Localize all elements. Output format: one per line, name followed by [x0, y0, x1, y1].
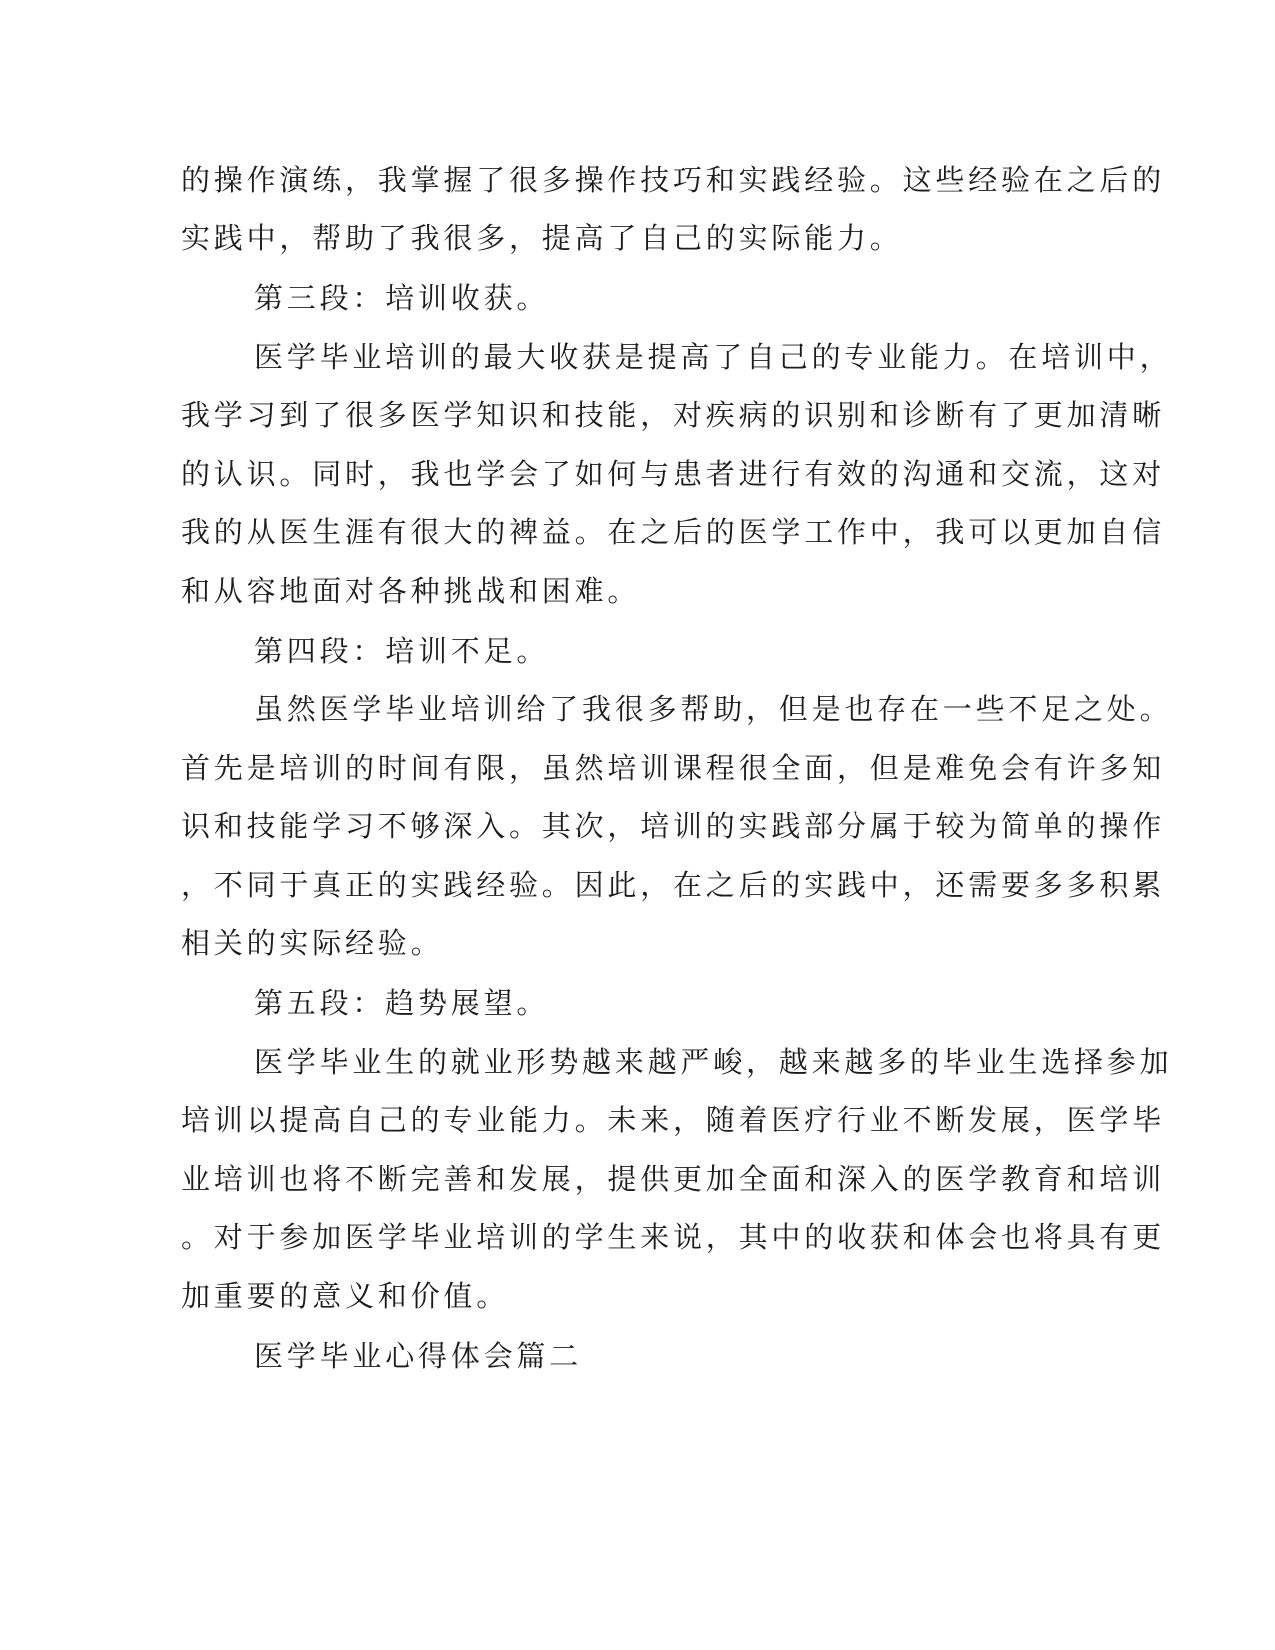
text-line: 实践中，帮助了我很多，提高了自己的实际能力。 [181, 221, 903, 255]
text-line: 相关的实际经验。 [181, 926, 444, 960]
section-heading: 第四段：培训不足。 [254, 634, 550, 668]
text-line: ，不同于真正的实践经验。因此，在之后的实践中，还需要多多积累 [181, 868, 1166, 902]
text-line: 的操作演练，我掌握了很多操作技巧和实践经验。这些经验在之后的 [181, 163, 1166, 197]
text-line: 和从容地面对各种挑战和困难。 [181, 574, 641, 608]
text-line: 业培训也将不断完善和发展，提供更加全面和深入的医学教育和培训 [181, 1162, 1166, 1196]
section-heading: 第五段：趋势展望。 [254, 986, 550, 1020]
text-line: 医学毕业培训的最大收获是提高了自己的专业能力。在培训中， [254, 340, 1173, 374]
text-line: 虽然医学毕业培训给了我很多帮助，但是也存在一些不足之处。 [254, 692, 1173, 726]
text-line: 我的从医生涯有很大的裨益。在之后的医学工作中，我可以更加自信 [181, 515, 1166, 549]
text-line: 的认识。同时，我也学会了如何与患者进行有效的沟通和交流，这对 [181, 457, 1166, 491]
section-heading: 第三段：培训收获。 [254, 281, 550, 315]
text-line: 医学毕业生的就业形势越来越严峻，越来越多的毕业生选择参加 [254, 1045, 1173, 1079]
text-line: 加重要的意义和价值。 [181, 1279, 510, 1313]
text-line: 我学习到了很多医学知识和技能，对疾病的识别和诊断有了更加清晰 [181, 398, 1166, 432]
text-line: 培训以提高自己的专业能力。未来，随着医疗行业不断发展，医学毕 [181, 1103, 1166, 1137]
text-line: 。对于参加医学毕业培训的学生来说，其中的收获和体会也将具有更 [181, 1220, 1166, 1254]
text-line: 首先是培训的时间有限，虽然培训课程很全面，但是难免会有许多知 [181, 751, 1166, 785]
section-heading: 医学毕业心得体会篇二 [254, 1339, 583, 1373]
text-line: 识和技能学习不够深入。其次，培训的实践部分属于较为简单的操作 [181, 809, 1166, 843]
